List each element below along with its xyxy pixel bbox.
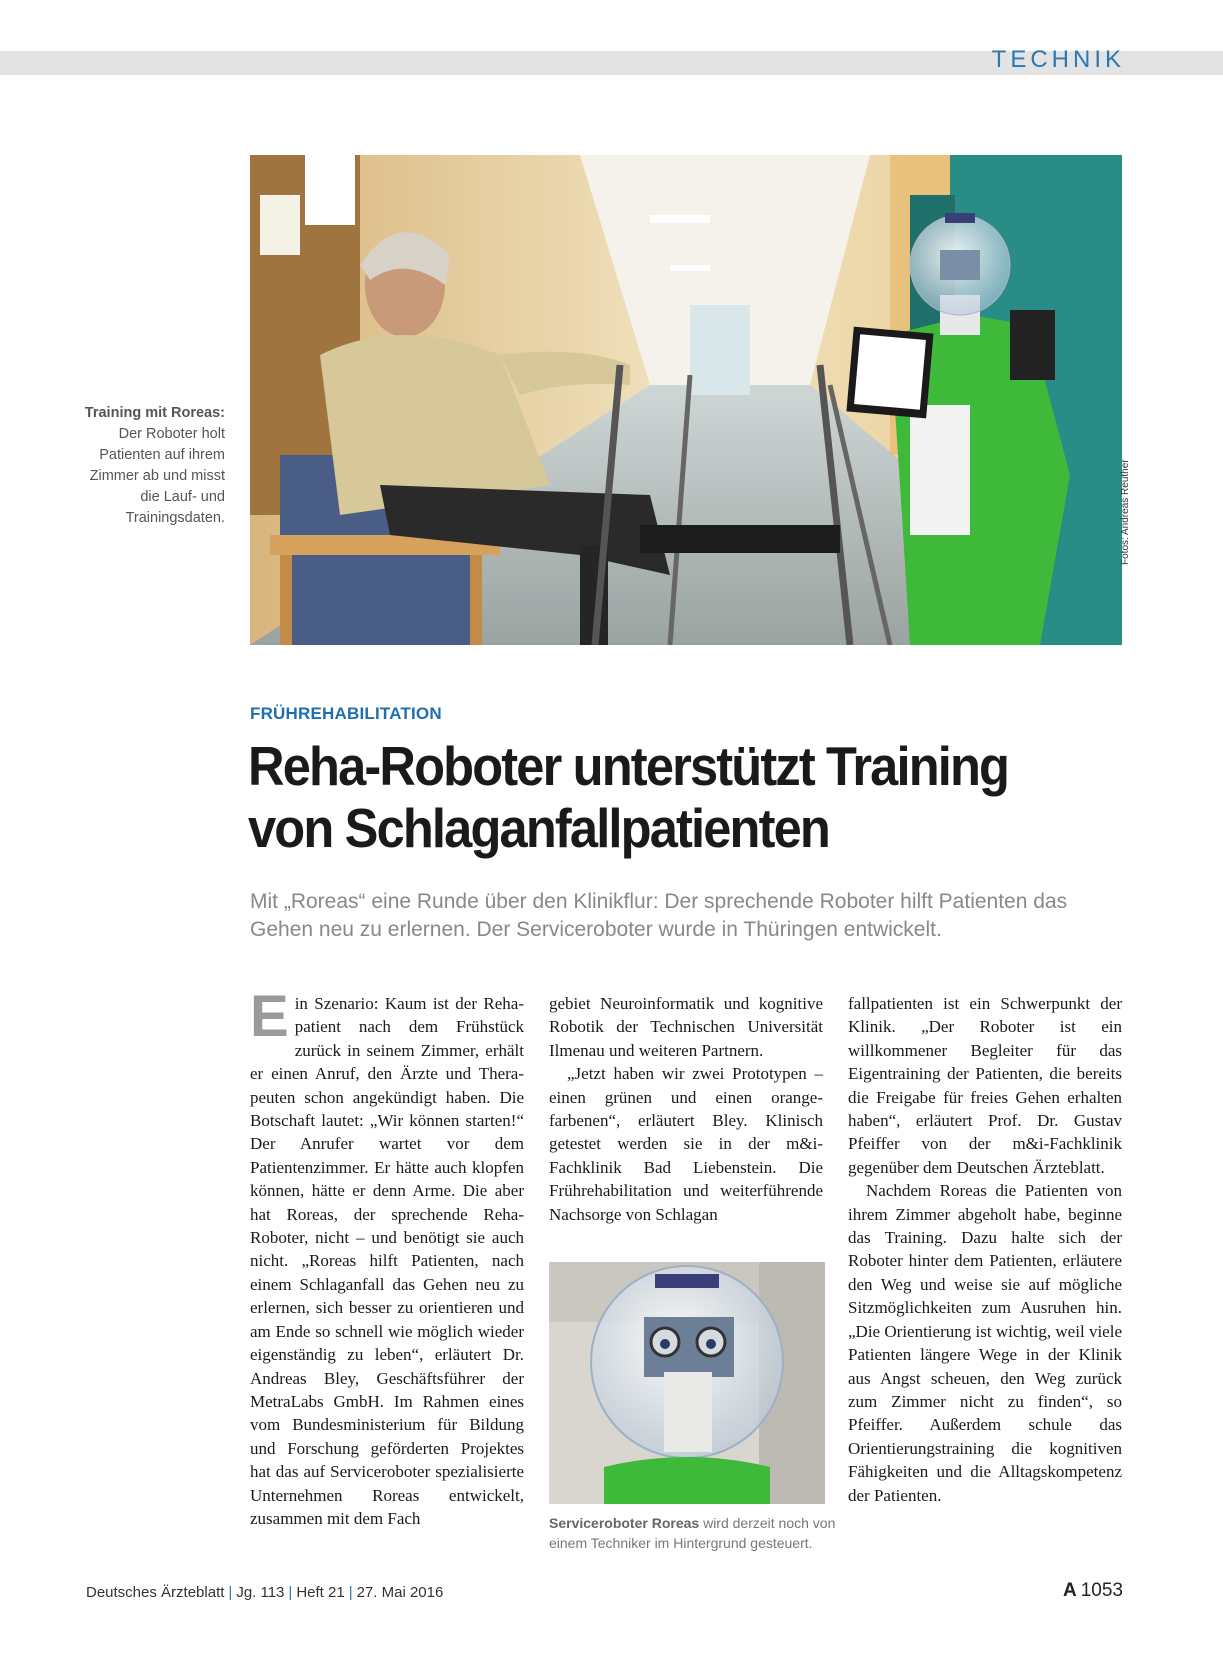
robot-photo-caption — [549, 1513, 839, 1553]
page-number-value: 1053 — [1080, 1580, 1123, 1601]
column-1-paragraph: in Szenario: Kaum ist der Rehapatient nach dem Frühstück zurück in seinem Zimmer, erhält er einen Anruf, den Ärzte und Therapeuten schon angekündigt haben. Die Botschaft lautet: „Wir können starten!“ Der Anrufer wartet vor dem Patientenzimmer. Er hätte auch klopfen können, hätte er denn Arme. Die aber hat Roreas, der sprechende Reha-Roboter, nicht – und benötigt sie auch nicht. „Roreas hilft Patienten, nach einem Schlaganfall das Gehen neu zu erlernen, sich besser zu orientieren und am Ende so schnell wie möglich wieder eigenständig zu leben“, erläutert Dr. Andreas Bley, Geschäftsführer der MetraLabs GmbH. Im Rahmen eines vom Bundesministerium für Bildung und Forschung geförderten Projektes hat das auf Serviceroboter spezialisierte Unternehmen Roreas entwickelt, zusammen mit dem Fach — [250, 994, 524, 1528]
photo-credit: Fotos: Andreas Reuther — [1120, 459, 1131, 565]
footer-separator: | — [228, 1584, 233, 1601]
footer-date: 27. Mai 2016 — [356, 1584, 444, 1601]
page-prefix: A — [1062, 1580, 1077, 1601]
text-column-2 — [549, 992, 823, 1226]
main-photo-caption-title: Training mit Roreas: — [84, 405, 225, 421]
text-column-1 — [250, 984, 524, 1530]
main-photo — [250, 155, 1122, 645]
article-headline — [248, 735, 1076, 859]
robot-photo-caption-title: Serviceroboter Roreas — [549, 1515, 700, 1531]
footer — [86, 1584, 443, 1601]
headline-line-2: von Schlaganfallpatienten — [248, 797, 829, 859]
article-lead: Mit „Roreas“ eine Runde über den Klinikflur: Der sprechende Roboter hilft Patienten das Gehen neu zu erlernen. Der Serviceroboter wurde in Thüringen entwickelt. — [250, 890, 1068, 941]
robot-photo-caption-text: wird derzeit noch von einem Techniker im Hintergrund gesteuert. — [549, 1515, 836, 1551]
column-3-paragraph-1: fallpatienten ist ein Schwerpunkt der Klinik. „Der Roboter ist ein willkommener Begleiter für das Eigentraining der Patienten, die bereits die Freigabe für freies Gehen erhalten haben“, erläutert Prof. Dr. Gustav Pfeiffer von der m&i-Fachklinik gegenüber dem Deutschen Ärzteblatt. — [848, 994, 1122, 1177]
article-kicker: FRÜHREHABILITATION — [250, 704, 442, 723]
headline-line-1: Reha-Roboter unterstützt Training — [248, 735, 1009, 797]
footer-issue: Heft 21 — [296, 1584, 345, 1601]
footer-separator: | — [348, 1584, 353, 1601]
section-label: TECHNIK — [991, 46, 1125, 73]
footer-journal: Deutsches Ärzteblatt — [86, 1584, 225, 1601]
robot-photo — [549, 1262, 825, 1504]
footer-separator: | — [288, 1584, 293, 1601]
main-photo-caption-text: Der Roboter holt Patienten auf ihrem Zimmer ab und misst die Lauf- und Trainingsdaten. — [89, 426, 225, 526]
column-2-paragraph-2: „Jetzt haben wir zwei Prototypen – einen grünen und einen orangefarbenen“, erläutert Bley. Klinisch getestet werden sie in der m&i-Fachklinik Bad Liebenstein. Die Frührehabilitation und weiterführende Nachsorge von Schlagan — [549, 1064, 823, 1224]
drop-cap: E — [250, 984, 289, 1049]
page-number — [1063, 1580, 1123, 1602]
text-column-3 — [848, 992, 1122, 1507]
column-3-paragraph-2: Nachdem Roreas die Patienten von ihrem Zimmer abgeholt habe, beginne das Training. Dazu halte sich der Roboter hinter dem Patienten, erläutere den Weg und weise sie auf mögliche Sitzmöglichkeiten zum Ausruhen hin. „Die Orientierung ist wichtig, weil viele Patienten längere Wege in der Klinik aus Angst scheuen, den Weg zurück zum Zimmer nicht zu finden“, so Pfeiffer. Außerdem schule das Orientierungstraining die kognitiven Fähigkeiten und die Alltagskompetenz der Patienten. — [848, 1181, 1122, 1505]
main-photo-caption — [70, 403, 225, 529]
footer-volume: Jg. 113 — [236, 1584, 285, 1601]
column-2-paragraph-1: gebiet Neuroinformatik und kognitive Robotik der Technischen Universität Ilmenau und weiteren Partnern. — [549, 994, 823, 1060]
